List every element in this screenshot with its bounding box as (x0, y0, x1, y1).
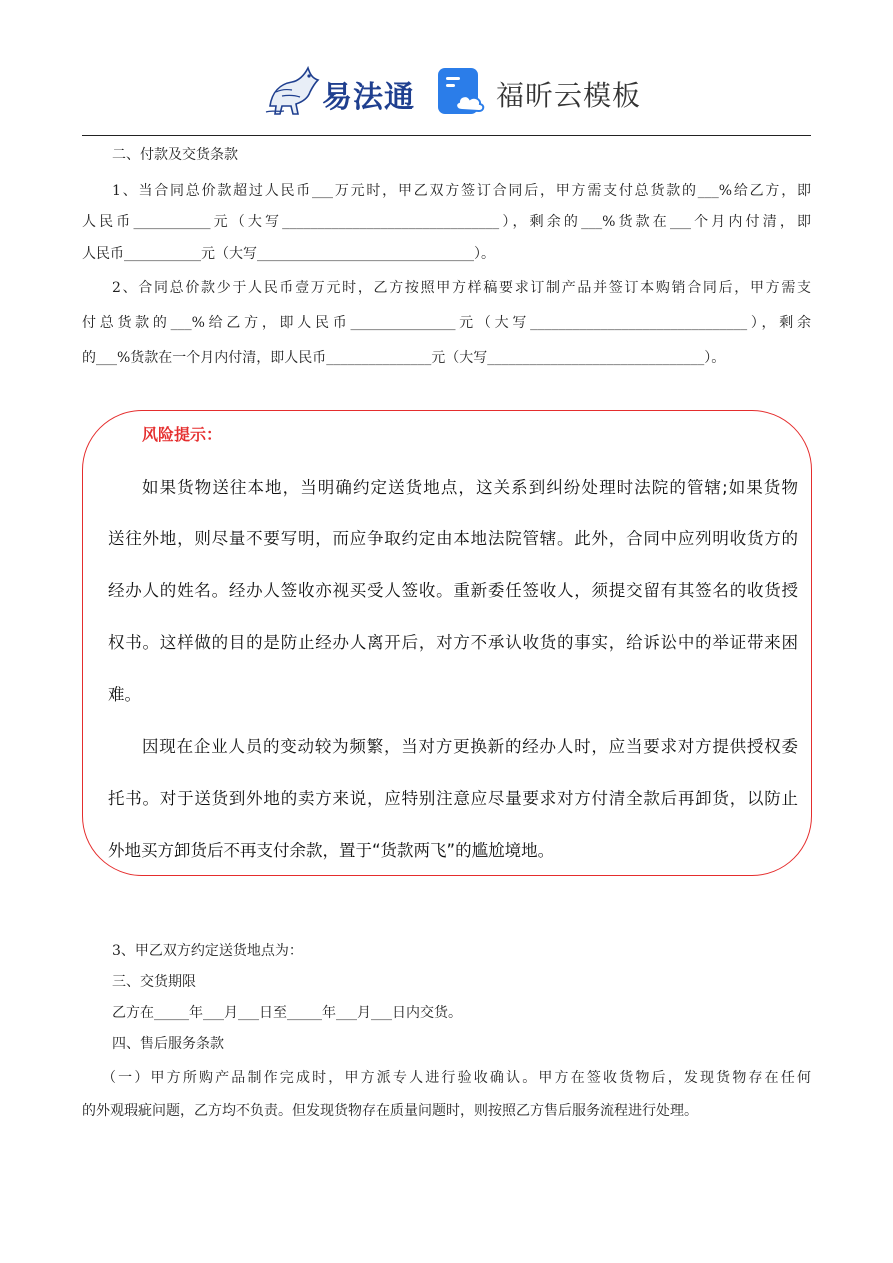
risk-notice-text: 经办人的姓名。经办人签收亦视买受人签收。重新委任签收人，须提交留有其签名的收货授 (108, 581, 798, 600)
clause-text: 2、合同总价款少于人民币壹万元时，乙方按照甲方样稿要求订制产品并签订本购销合同后，甲方需支 (112, 280, 811, 296)
qilin-icon (262, 62, 324, 118)
clause-text: 乙方在_____年___月___日至_____年___月___日内交货。 (112, 1005, 462, 1021)
page-header (0, 0, 893, 136)
risk-notice-text: 因现在企业人员的变动较为频繁，当对方更换新的经办人时，应当要求对方提供授权委 (142, 737, 798, 756)
yifatong-logo (262, 62, 415, 118)
clause-text: 的___%货款在一个月内付清，即人民币_______________元（大写_______________________________）。 (82, 350, 726, 366)
clause-text: 人民币___________元（大写_______________________________）。 (82, 246, 495, 262)
clause-text: 3、甲乙双方约定送货地点为： (112, 943, 303, 959)
section-heading-after-sales: 四、售后服务条款 (112, 1036, 224, 1052)
clause-text: 的外观瑕疵问题，乙方均不负责。但发现货物存在质量问题时，则按照乙方售后服务流程进行处理。 (82, 1103, 698, 1119)
foxit-template-logo-text: 福昕云模板 (496, 79, 642, 112)
clause-text: 人民币___________元（大写_______________________________），剩余的___%货款在___个月内付清，即 (82, 214, 811, 230)
foxit-template-logo (436, 66, 642, 120)
clause-text: 1、当合同总价款超过人民币___万元时，甲乙双方签订合同后，甲方需支付总货款的___%给乙方，即 (112, 183, 811, 199)
risk-notice-title: 风险提示： (142, 425, 223, 444)
header-divider (82, 135, 811, 136)
risk-notice-text: 权书。这样做的目的是防止经办人离开后，对方不承认收货的事实，给诉讼中的举证带来困 (108, 633, 798, 652)
risk-notice-text: 外地买方卸货后不再支付余款，置于“货款两飞”的尴尬境地。 (108, 841, 555, 860)
cloud-document-icon (436, 66, 488, 118)
yifatong-logo-text: 易法通 (322, 80, 415, 115)
risk-notice-text: 难。 (108, 685, 141, 704)
risk-notice-text: 如果货物送往本地，当明确约定送货地点，这关系到纠纷处理时法院的管辖;如果货物 (142, 478, 798, 497)
risk-notice-text: 送往外地，则尽量不要写明，而应争取约定由本地法院管辖。此外，合同中应列明收货方的 (108, 529, 798, 548)
risk-notice-text: 托书。对于送货到外地的卖方来说，应特别注意应尽量要求对方付清全款后再卸货，以防止 (108, 789, 798, 808)
clause-text: 付总货款的___%给乙方，即人民币_______________元（大写_______________________________），剩余 (82, 315, 811, 331)
clause-text: （一）甲方所购产品制作完成时，甲方派专人进行验收确认。甲方在签收货物后，发现货物存在任何 (102, 1070, 811, 1086)
section-heading-delivery-period: 三、交货期限 (112, 974, 196, 990)
section-heading-payment: 二、付款及交货条款 (112, 147, 238, 163)
